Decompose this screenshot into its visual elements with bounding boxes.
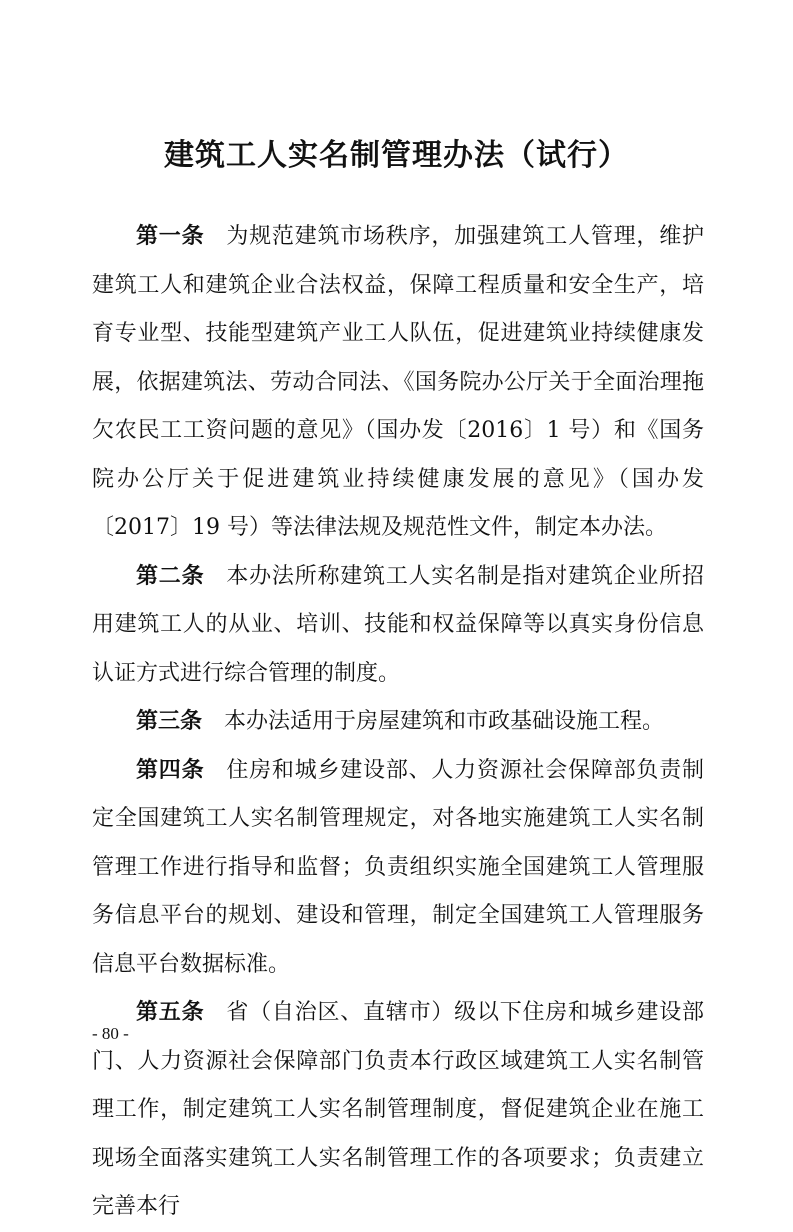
- article-label: 第一条: [136, 224, 205, 249]
- article-3: [92, 698, 704, 747]
- document-body: [92, 213, 704, 1232]
- article-text: 本办法适用于房屋建筑和市政基础设施工程。: [224, 709, 665, 734]
- page-number: - 80 -: [92, 1024, 129, 1043]
- article-text: 住房和城乡建设部、人力资源社会保障部负责制定全国建筑工人实名制管理规定，对各地实施建筑工人实名制管理工作进行指导和监督；负责组织实施全国建筑工人管理服务信息平台的规划、建设和管理，制定全国建筑工人管理服务信息平台数据标准。: [92, 757, 704, 977]
- article-label: 第二条: [136, 563, 205, 589]
- article-text: 省（自治区、直辖市）级以下住房和城乡建设部门、人力资源社会保障部门负责本行政区域建筑工人实名制管理工作，制定建筑工人实名制管理制度，督促建筑企业在施工现场全面落实建筑工人实名制管理工作的各项要求；负责建立完善本行: [92, 1000, 704, 1219]
- article-4: [92, 747, 704, 990]
- article-text: 为规范建筑市场秩序，加强建筑工人管理，维护建筑工人和建筑企业合法权益，保障工程质量和安全生产，培育专业型、技能型建筑产业工人队伍，促进建筑业持续健康发展，依据建筑法、劳动合同法、《国务院办公厅关于全面治理拖欠农民工工资问题的意见》（国办发〔2016〕1 号）和《国务院办公厅关于促进建筑业持续健康发展的意见》（国办发〔2017〕19 号）等法律法规及规范性文件，制定本办法。: [92, 224, 704, 540]
- article-2: [92, 553, 704, 699]
- article-label: 第三条: [136, 709, 203, 734]
- article-5: [92, 989, 704, 1232]
- article-label: 第四条: [136, 757, 205, 783]
- document-title: 建筑工人实名制管理办法（试行）: [164, 138, 629, 173]
- article-text: 本办法所称建筑工人实名制是指对建筑企业所招用建筑工人的从业、培训、技能和权益保障等以真实身份信息认证方式进行综合管理的制度。: [92, 563, 704, 686]
- article-label: 第五条: [136, 1000, 205, 1025]
- article-1: [92, 213, 704, 553]
